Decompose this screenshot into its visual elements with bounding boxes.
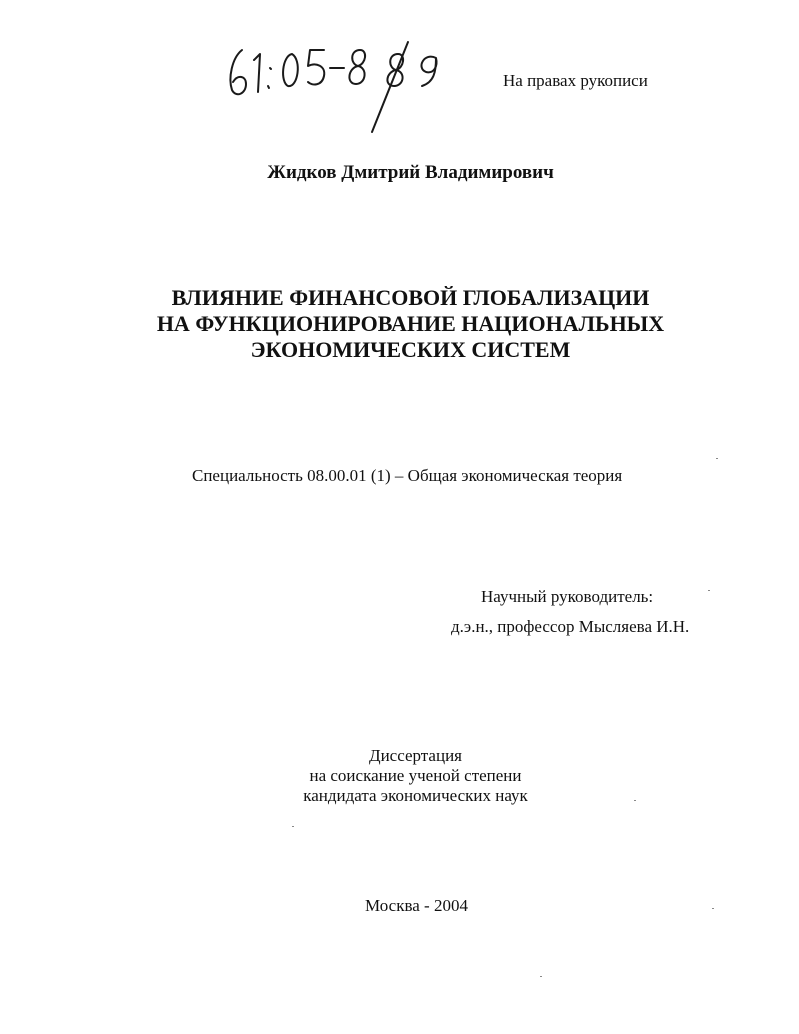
title-line: ЭКОНОМИЧЕСКИХ СИСТЕМ — [250, 337, 571, 362]
handwriting-image — [222, 38, 462, 138]
thesis-degree-block — [0, 746, 799, 806]
supervisor-name: д.э.н., профессор Мысляева И.Н. — [451, 617, 690, 636]
scan-speck — [716, 458, 718, 459]
scan-speck — [708, 590, 710, 591]
thesis-line: на соискание ученой степени — [309, 766, 522, 785]
scan-speck — [712, 908, 714, 909]
specialty-line: Специальность 08.00.01 (1) – Общая экономическая теория — [192, 466, 623, 485]
scan-speck — [540, 976, 542, 977]
handwritten-catalog-number — [222, 38, 462, 138]
thesis-title — [0, 285, 799, 363]
title-line: ВЛИЯНИЕ ФИНАНСОВОЙ ГЛОБАЛИЗАЦИИ — [171, 285, 650, 310]
thesis-line: кандидата экономических наук — [303, 786, 528, 805]
title-line: НА ФУНКЦИОНИРОВАНИЕ НАЦИОНАЛЬНЫХ — [156, 311, 665, 336]
scan-speck — [292, 826, 294, 827]
rights-notice: На правах рукописи — [503, 71, 648, 90]
thesis-line: Диссертация — [368, 746, 462, 765]
supervisor-label: Научный руководитель: — [481, 587, 654, 606]
city-year: Москва - 2004 — [365, 896, 468, 915]
author-name: Жидков Дмитрий Владимирович — [267, 162, 554, 183]
scan-speck — [634, 800, 636, 801]
